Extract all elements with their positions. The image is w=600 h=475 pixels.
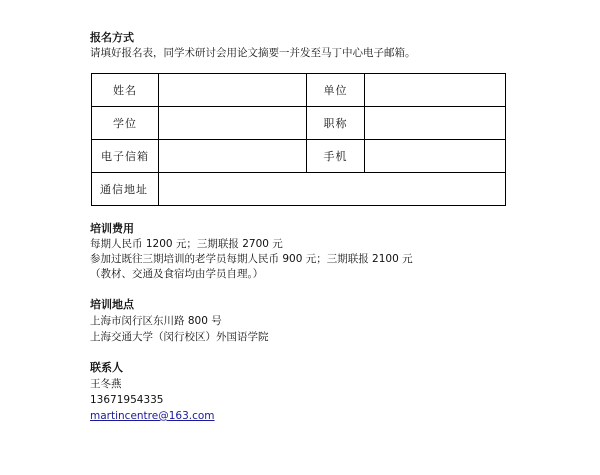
name-field[interactable]: [159, 74, 307, 107]
address-field[interactable]: [159, 173, 506, 206]
table-row: [92, 140, 506, 173]
fees-line-1: 每期人民币 1200 元；三期联报 2700 元: [90, 238, 283, 250]
unit-label: 单位: [307, 74, 365, 107]
table-row: [92, 107, 506, 140]
registration-instruction: 请填好报名表，同学术研讨会用论文摘要一并发至马丁中心电子邮箱。: [90, 47, 416, 59]
name-label: 姓名: [92, 74, 159, 107]
fees-heading: 培训费用: [90, 222, 134, 235]
location-line-1: 上海市闵行区东川路 800 号: [90, 315, 222, 327]
fees-line-2: 参加过既往三期培训的老学员每期人民币 900 元；三期联报 2100 元: [90, 253, 413, 265]
fees-line-3: （教材、交通及食宿均由学员自理。）: [90, 268, 264, 280]
contact-email-row: [90, 409, 215, 423]
contact-email-link[interactable]: martincentre@163.com: [90, 410, 215, 422]
registration-form-table: [91, 73, 506, 206]
email-field[interactable]: [159, 140, 307, 173]
table-row: [92, 74, 506, 107]
email-label: 电子信箱: [92, 140, 159, 173]
contact-phone: 13671954335: [90, 394, 164, 406]
degree-field[interactable]: [159, 107, 307, 140]
contact-name: 王冬燕: [90, 378, 122, 390]
title-label: 职称: [307, 107, 365, 140]
title-field[interactable]: [365, 107, 506, 140]
degree-label: 学位: [92, 107, 159, 140]
contact-heading: 联系人: [90, 361, 123, 374]
unit-field[interactable]: [365, 74, 506, 107]
address-label: 通信地址: [92, 173, 159, 206]
table-row: [92, 173, 506, 206]
registration-heading: 报名方式: [90, 31, 134, 44]
location-line-2: 上海交通大学（闵行校区）外国语学院: [90, 331, 269, 343]
location-heading: 培训地点: [90, 298, 134, 311]
phone-field[interactable]: [365, 140, 506, 173]
phone-label: 手机: [307, 140, 365, 173]
